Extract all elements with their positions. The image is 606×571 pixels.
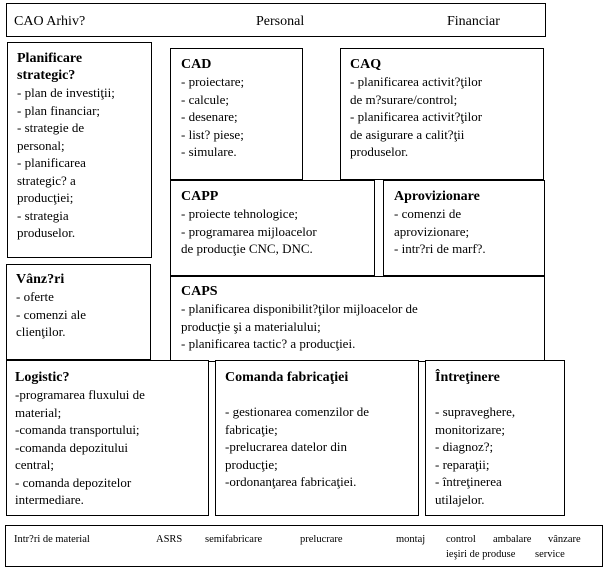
cad-item: - desenare; [181,109,238,124]
planificare-item: - planificarea [17,155,86,170]
intretinere-item: - supraveghere, [435,404,516,419]
flow-asrs: ASRS [156,534,183,545]
intretinere-spacer [435,386,564,403]
logistica-item: central; [15,457,54,472]
aprovizionare-box [383,180,545,276]
logistica-item: -comanda transportului; [15,422,140,437]
process-flow-bar [5,525,603,567]
planificare-item: producţiei; [17,190,74,205]
comanda-item: -prelucrarea datelor din [225,439,347,454]
vanzari-box [6,264,151,360]
vanzari-title: Vânz?ri [16,272,65,287]
cad-box [170,48,303,180]
cad-title: CAD [181,57,212,72]
caps-item: producţie şi a materialului; [181,318,321,334]
vanzari-item: - comenzi ale [16,306,87,322]
cad-item: - list? piese; [181,126,244,142]
intretinere-item: - întreţinerea [435,474,502,489]
flow-iesiri-produse: ieşiri de produse [446,549,516,560]
planificare-title-line1: Planificare [17,51,83,66]
aprovizionare-item: - intr?ri de marf?. [394,241,486,256]
logistica-item: - comanda depozitelor [15,474,132,490]
planificare-item: strategic? a [17,172,76,188]
comanda-item: -ordonanţarea fabricaţiei. [225,474,357,489]
capp-box [170,180,375,276]
caq-title: CAQ [350,57,382,72]
capp-title: CAPP [181,189,219,204]
comanda-item: - gestionarea comenzilor de [225,404,370,419]
cad-item: - simulare. [181,144,237,159]
aprovizionare-item: - comenzi de [394,206,462,221]
caps-item: - planificarea disponibilit?ţilor mijloacelor de [181,301,418,316]
caq-item: de m?surare/control; [350,91,458,107]
caq-item: de asigurare a calit?ţii [350,126,465,142]
aprovizionare-item: aprovizionare; [394,223,470,239]
flow-montaj: montaj [396,534,426,545]
comanda-item: producţie; [225,456,278,472]
logistica-item: -programarea fluxului de [15,387,145,402]
intretinere-item: - reparaţii; [435,456,490,472]
logistica-title: Logistic? [15,370,70,385]
flow-control: control [446,534,476,545]
caq-item: - planificarea activit?ţilor [350,74,483,89]
caps-box [170,276,545,362]
aprovizionare-title: Aprovizionare [394,189,480,204]
flow-semifabricare: semifabricare [205,534,263,545]
capp-item: de producţie CNC, DNC. [181,241,313,256]
capp-item: - programarea mijloacelor [181,223,317,239]
intretinere-title: Întreţinere [435,370,500,385]
vanzari-item: - oferte [16,289,54,304]
comanda-fabricatiei-box [215,360,419,516]
capp-item: - proiecte tehnologice; [181,206,298,221]
flow-service: service [535,549,565,560]
flow-ambalare: ambalare [493,534,532,545]
caps-title: CAPS [181,284,218,299]
caps-item: - planificarea tactic? a producţiei. [181,336,356,351]
caq-item: produselor. [350,144,409,159]
comanda-spacer [225,386,418,403]
planificare-item: - strategie de [17,120,85,135]
logistica-item: material; [15,404,62,420]
planificare-item: personal; [17,137,65,153]
header-personal: Personal [256,14,305,29]
planificare-title-line2: strategic? [17,68,76,83]
planificare-item: - plan de investiţii; [17,85,115,100]
planificare-item: - strategia [17,207,69,223]
flow-intrari-material: Intr?ri de material [14,534,90,545]
planificare-strategica-box [7,42,152,258]
logistica-box [6,360,209,516]
cad-item: - calcule; [181,91,229,107]
caq-box [340,48,544,180]
intretinere-box [425,360,565,516]
comanda-item: fabricaţie; [225,421,278,437]
header-financiar: Financiar [447,14,500,29]
intretinere-item: - diagnoz?; [435,439,494,454]
vanzari-item: clienţilor. [16,324,66,339]
planificare-item: - plan financiar; [17,102,101,118]
header-bar [6,3,546,37]
intretinere-item: monitorizare; [435,421,506,437]
logistica-item: intermediare. [15,492,84,507]
comanda-title: Comanda fabricaţiei [225,370,349,385]
planificare-item: produselor. [17,225,76,240]
flow-vanzare: vânzare [548,534,581,545]
logistica-item: -comanda depozitului [15,439,128,455]
header-cao-archive: CAO Arhiv? [14,14,86,29]
caq-item: - planificarea activit?ţilor [350,109,483,124]
cad-item: - proiectare; [181,74,245,89]
intretinere-item: utilajelor. [435,491,485,507]
flow-prelucrare: prelucrare [300,534,343,545]
